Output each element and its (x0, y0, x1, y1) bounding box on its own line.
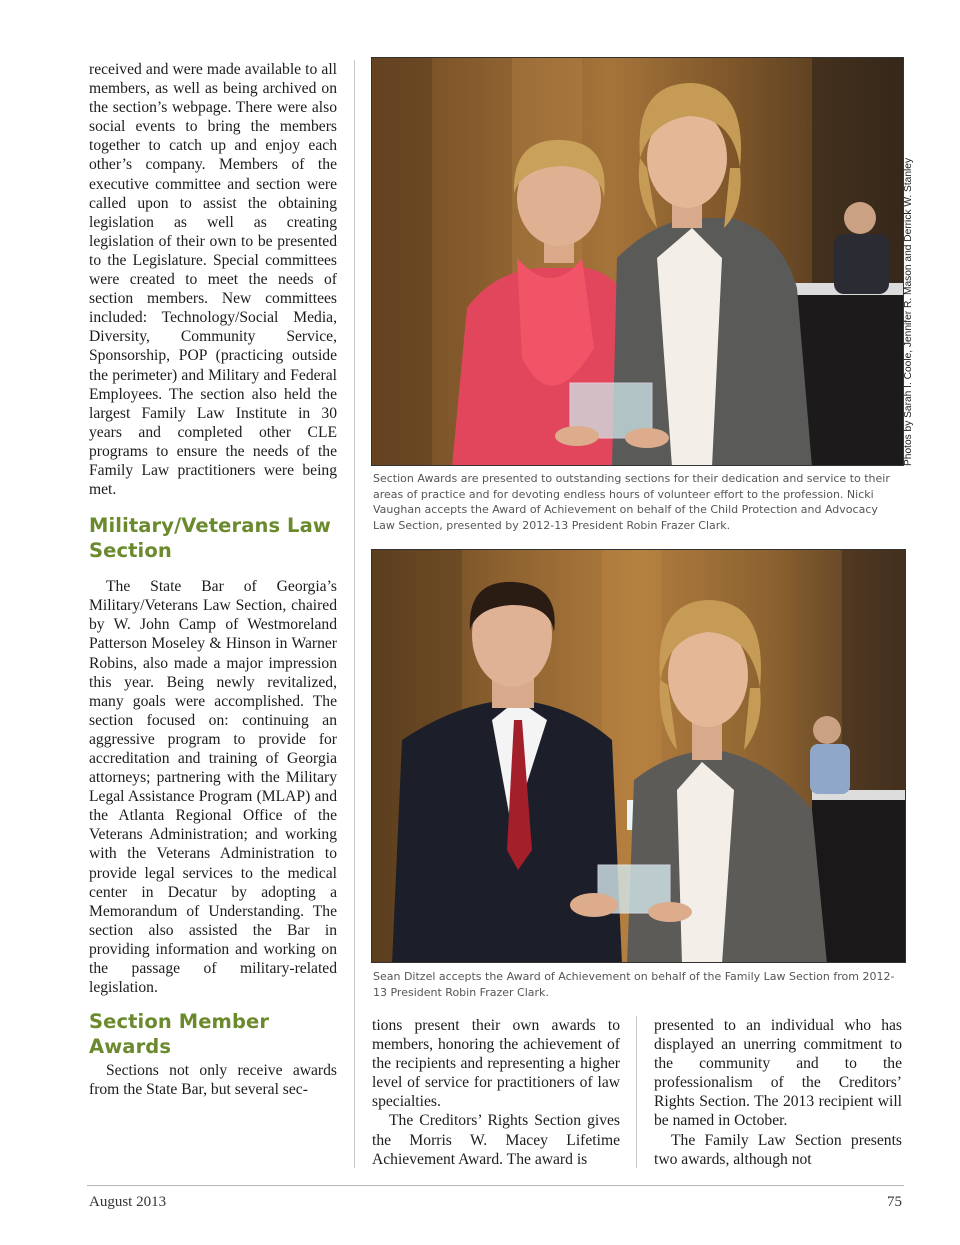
photo-caption-2: Sean Ditzel accepts the Award of Achievement on behalf of the Family Law Section from 2012-13 President Robin Frazer Clark. (373, 970, 895, 999)
awards-paragraph: Sections not only receive awards from the State Bar, but several sec- (89, 1062, 337, 1099)
right-paragraph-1: presented to an individual who has displayed an unerring commitment to the community and to the professionalism of the Creditors’ Rights Section. The 2013 recipient will be named in October. (654, 1017, 902, 1130)
footer-issue-date: August 2013 (89, 1194, 167, 1210)
award-photo-family-law (371, 549, 906, 963)
footer-divider (87, 1185, 904, 1186)
right-column (654, 1016, 902, 1169)
middle-paragraph-2: The Creditors’ Rights Section gives the Morris W. Macey Lifetime Achievement Award. The award is (372, 1112, 620, 1168)
photo-illustration (372, 58, 904, 466)
section-member-awards-heading: Section Member Awards (89, 1010, 270, 1059)
right-paragraph-2: The Family Law Section presents two awards, although not (654, 1131, 902, 1168)
page-number: 75 (887, 1194, 902, 1210)
middle-paragraph-1: tions present their own awards to members, honoring the achievement of the recipients and representing a higher level of service for practitioners of law specialties. (372, 1017, 620, 1111)
photo-credit: Photos by Sarah I. Coole, Jennifer R. Mason and Derrick W. Stanley (903, 157, 914, 466)
military-veterans-heading: Military/Veterans Law Section (89, 514, 331, 563)
column-divider-left (354, 60, 355, 1168)
column-divider-right (636, 1016, 637, 1168)
military-paragraph: The State Bar of Georgia’s Military/Veterans Law Section, chaired by W. John Camp of Westmoreland Patterson Moseley & Hinson in Warner Robins, also made a major impression this year. Being newly revitalized, many goals were accomplished. The section focused on: continuing an aggressive program to provide for accreditation and training of Georgia attorneys; partnering with the Military Legal Assistance Program (MLAP) and the Atlanta Regional Office of the Veterans Administration; and working with the Veterans Administration to provide legal services to the medical center in Decatur by adopting a Memorandum of Understanding. The section also assisted the Bar in providing information and working on the passage of military-related legislation. (89, 578, 337, 997)
award-photo-child-protection (371, 57, 904, 466)
photo-illustration (372, 550, 906, 963)
left-column (89, 60, 337, 1099)
middle-column (372, 1016, 620, 1169)
intro-paragraph: received and were made available to all members, as well as being archived on the section’s webpage. There were also social events to bring the members together to catch up and enjoy each other’s company. Members of the executive committee and section were called upon to assist the obtaining legislation as well as creating legislation of their own to be presented to the Legislature. Special committees were created to meet the needs of section members. New committees included: Technology/Social Media, Diversity, Community Service, Sponsorship, POP (practicing outside the perimeter) and Military and Federal Employees. The section also held the largest Family Law Institute in 30 years and completed other CLE programs to ensure the needs of the Family Law practitioners were being met. (89, 61, 337, 499)
photo-caption-1: Section Awards are presented to outstanding sections for their dedication and service to their areas of practice and for devoting endless hours of volunteer effort to the profession. Nicki Vaughan accepts the Award of Achievement on behalf of the Child Protection and Advocacy Law Section, presented by 2012-13 President Robin Frazer Clark. (373, 472, 890, 532)
